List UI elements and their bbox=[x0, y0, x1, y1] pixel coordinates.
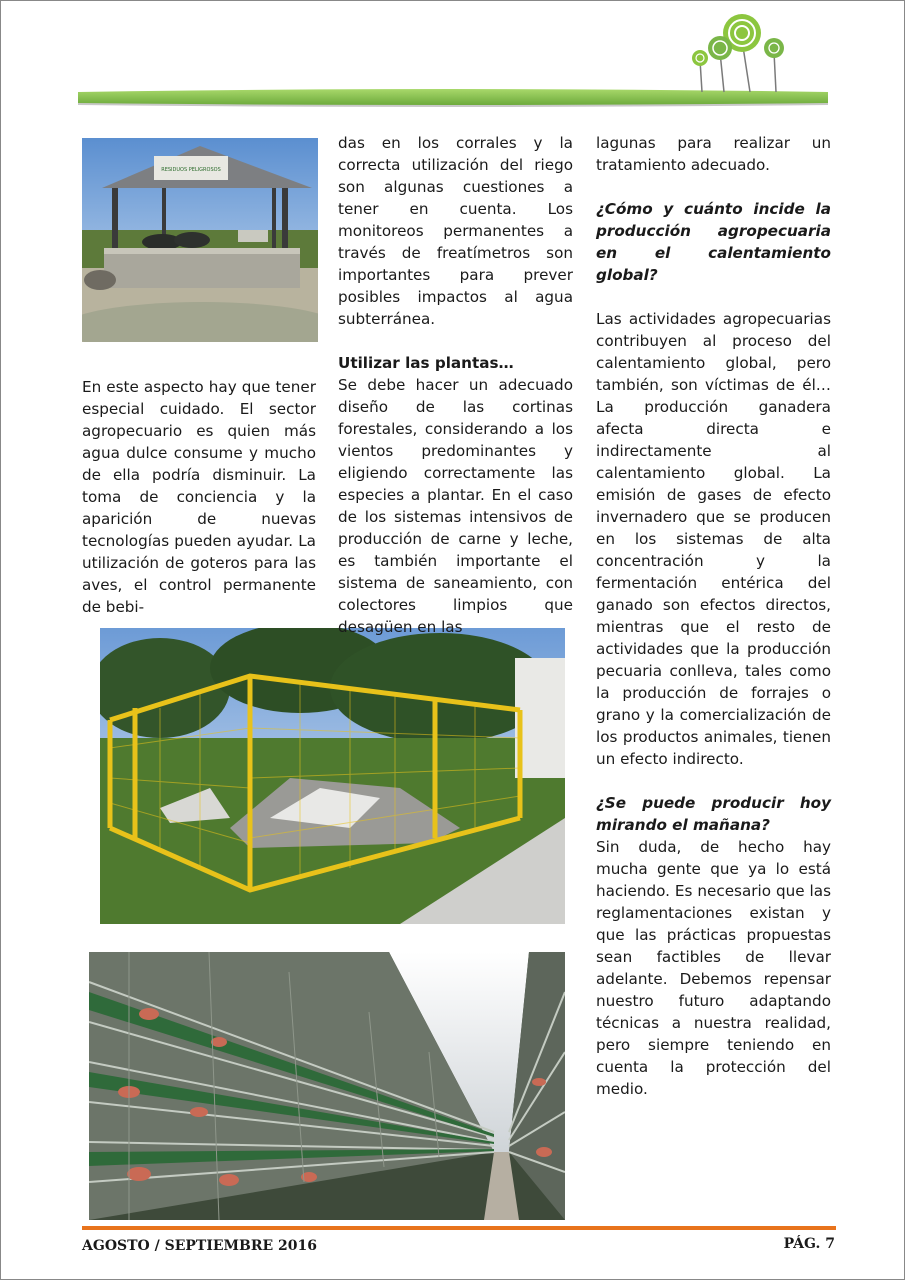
heading-utilizar-plantas: Utilizar las plantas… bbox=[338, 354, 514, 372]
column-2-paragraph-1: das en los corrales y la correcta utilización del riego son algunas cuestiones a tener en cuenta. Los monitoreos permanentes a través de freatímetros son importantes para prever posibles impactos al agua subterránea. bbox=[338, 134, 573, 328]
header-green-bar bbox=[78, 89, 828, 106]
column-3-paragraph-1: lagunas para realizar un tratamiento adecuado. bbox=[596, 134, 831, 174]
column-3-paragraph-3: Sin duda, de hecho hay mucha gente que ya lo está haciendo. Es necesario que las reglamentaciones existan y que las prácticas propuestas sean factibles de llevar adelante. Debemos repensar nuestro futuro adaptando técnicas a nuestra realidad, pero siempre teniendo en cuenta la protección del medio. bbox=[596, 838, 831, 1098]
header-decoration bbox=[0, 0, 905, 115]
footer-orange-rule bbox=[82, 1226, 836, 1230]
column-2 bbox=[338, 132, 573, 638]
column-2-paragraph-2: Se debe hacer un adecuado diseño de las cortinas forestales, considerando a los vientos predominantes y eligiendo correctamente las especies a plantar. En el caso de los sistemas intensivos de producción de carne y leche, es también importante el sistema de saneamiento, con colectores limpios que desagüen en las bbox=[338, 376, 573, 636]
footer-issue-date: AGOSTO / SEPTIEMBRE 2016 bbox=[82, 1238, 318, 1254]
question-heading-1: ¿Cómo y cuánto incide la producción agropecuaria en el calentamiento global? bbox=[596, 200, 831, 284]
photo-poultry-cages bbox=[89, 952, 565, 1220]
footer-page-number: PÁG. 7 bbox=[783, 1236, 835, 1252]
question-heading-2: ¿Se puede producir hoy mirando el mañana? bbox=[596, 794, 831, 834]
column-3 bbox=[596, 132, 831, 1100]
column-1-paragraph: En este aspecto hay que tener especial cuidado. El sector agropecuario es quien más agua dulce consume y mucho de ella podría disminuir. La toma de conciencia y la aparición de nuevas tecnologías pueden ayudar. La utilización de goteros para las aves, el control permanente de bebi- bbox=[82, 378, 316, 616]
column-3-paragraph-2: Las actividades agropecuarias contribuyen al proceso del calentamiento global, pero también, son víctimas de él…La producción ganadera afecta directa e indirectamente al calentamiento global. La emisión de gases de efecto invernadero que se producen en los sistemas de alta concentración y la fermentación entérica del ganado son efectos directos, mientras que el resto de actividades que la producción pecuaria conlleva, tales como la producción de forrajes o grano y la comercialización de los productos animales, tienen un efecto indirecto. bbox=[596, 310, 831, 768]
photo-waste-shelter bbox=[82, 138, 318, 342]
shelter-sign-text: RESIDUOS PELIGROSOS bbox=[161, 167, 221, 173]
tree-logo-icon bbox=[692, 14, 784, 92]
column-1 bbox=[82, 376, 316, 618]
photo-fenced-enclosure bbox=[100, 628, 565, 924]
